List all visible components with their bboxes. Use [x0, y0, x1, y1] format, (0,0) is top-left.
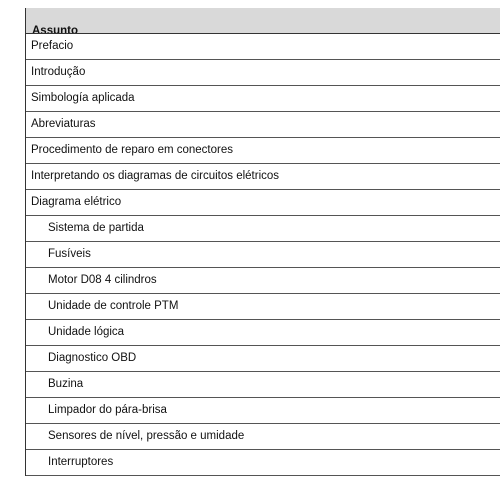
contents-table — [25, 8, 500, 476]
table-row[interactable] — [26, 320, 500, 346]
table-row[interactable] — [26, 294, 500, 320]
row-label: Simbología aplicada — [31, 91, 135, 104]
row-label: Limpador do pára-brisa — [48, 403, 167, 416]
table-row[interactable] — [26, 60, 500, 86]
table-row[interactable] — [26, 34, 500, 60]
table-row[interactable] — [26, 112, 500, 138]
table-row[interactable] — [26, 398, 500, 424]
table-header — [26, 8, 500, 34]
table-row[interactable] — [26, 216, 500, 242]
row-label: Prefacio — [31, 39, 74, 52]
table-header-label: Assunto — [32, 24, 78, 34]
row-label: Sensores de nível, pressão e umidade — [48, 429, 245, 442]
table-row[interactable] — [26, 372, 500, 398]
table-row[interactable] — [26, 346, 500, 372]
row-label: Procedimento de reparo em conectores — [31, 143, 233, 156]
row-label: Diagrama elétrico — [31, 195, 122, 208]
row-label: Diagnostico OBD — [48, 351, 137, 364]
table-row[interactable] — [26, 450, 500, 476]
row-label: Sistema de partida — [48, 221, 144, 234]
row-label: Buzina — [48, 377, 84, 390]
table-row[interactable] — [26, 164, 500, 190]
table-rows — [26, 34, 500, 476]
row-label: Fusíveis — [48, 247, 91, 260]
table-row[interactable] — [26, 190, 500, 216]
table-row[interactable] — [26, 138, 500, 164]
row-label: Abreviaturas — [31, 117, 96, 130]
row-label: Introdução — [31, 65, 86, 78]
table-row[interactable] — [26, 242, 500, 268]
row-label: Unidade de controle PTM — [48, 299, 179, 312]
table-row[interactable] — [26, 424, 500, 450]
row-label: Unidade lógica — [48, 325, 125, 338]
row-label: Motor D08 4 cilindros — [48, 273, 157, 286]
row-label: Interruptores — [48, 455, 114, 468]
table-row[interactable] — [26, 268, 500, 294]
table-row[interactable] — [26, 86, 500, 112]
row-label: Interpretando os diagramas de circuitos elétricos — [31, 169, 280, 182]
